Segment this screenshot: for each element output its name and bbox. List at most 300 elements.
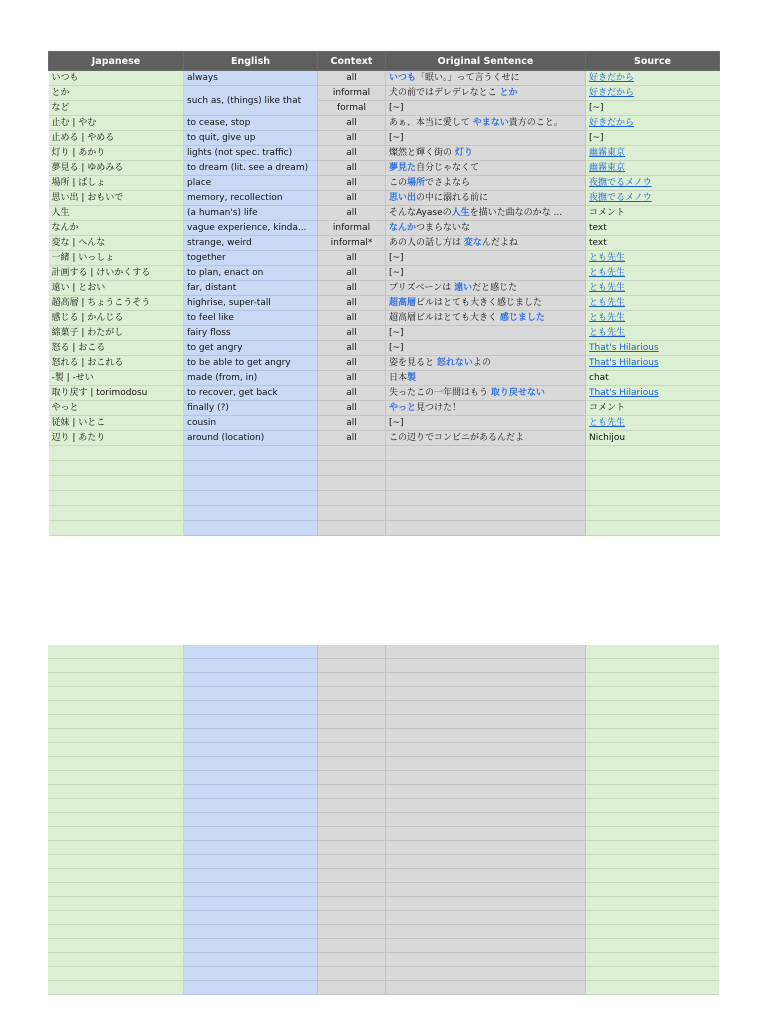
cell-japanese[interactable]: 取り戻す | torimodosu <box>49 386 184 401</box>
empty-cell[interactable] <box>585 785 719 799</box>
source-link[interactable]: 好きだから <box>586 86 720 101</box>
empty-cell[interactable] <box>184 506 318 521</box>
cell-context[interactable]: all <box>318 206 386 221</box>
header-source[interactable]: Source <box>586 52 720 71</box>
empty-cell[interactable] <box>585 813 719 827</box>
cell-english[interactable]: far, distant <box>184 281 318 296</box>
empty-cell[interactable] <box>183 785 317 799</box>
cell-english[interactable]: to recover, get back <box>184 386 318 401</box>
empty-cell[interactable] <box>385 883 585 897</box>
cell-context[interactable]: all <box>318 371 386 386</box>
empty-cell[interactable] <box>48 701 183 715</box>
empty-cell[interactable] <box>183 869 317 883</box>
empty-cell[interactable] <box>586 521 720 536</box>
empty-cell[interactable] <box>585 939 719 953</box>
empty-cell[interactable] <box>183 701 317 715</box>
cell-context[interactable]: informal <box>318 86 386 101</box>
empty-cell[interactable] <box>317 757 385 771</box>
empty-cell[interactable] <box>184 461 318 476</box>
cell-original-sentence[interactable] <box>386 221 586 236</box>
empty-cell[interactable] <box>48 967 183 981</box>
cell-context[interactable]: all <box>318 296 386 311</box>
source-link[interactable]: とも先生 <box>586 266 720 281</box>
cell-context[interactable]: all <box>318 356 386 371</box>
table-row <box>49 281 720 296</box>
empty-row <box>48 729 719 743</box>
cell-context[interactable]: informal* <box>318 236 386 251</box>
empty-cell[interactable] <box>49 476 184 491</box>
empty-cell[interactable] <box>385 869 585 883</box>
empty-cell[interactable] <box>49 506 184 521</box>
empty-cell[interactable] <box>585 855 719 869</box>
empty-cell[interactable] <box>385 729 585 743</box>
empty-cell[interactable] <box>586 491 720 506</box>
empty-cell[interactable] <box>317 701 385 715</box>
empty-cell[interactable] <box>317 673 385 687</box>
table-row <box>49 371 720 386</box>
empty-cell[interactable] <box>585 883 719 897</box>
cell-japanese[interactable]: 変な | へんな <box>49 236 184 251</box>
empty-cell[interactable] <box>385 673 585 687</box>
empty-cell[interactable] <box>586 476 720 491</box>
empty-cell[interactable] <box>317 687 385 701</box>
cell-english[interactable]: vague experience, kinda... <box>184 221 318 236</box>
empty-cell[interactable] <box>317 925 385 939</box>
cell-original-sentence[interactable] <box>386 71 586 86</box>
cell-context[interactable]: all <box>318 116 386 131</box>
cell-context[interactable]: all <box>318 326 386 341</box>
empty-cell[interactable] <box>586 446 720 461</box>
empty-cell[interactable] <box>184 521 318 536</box>
cell-source[interactable]: text <box>586 236 720 251</box>
cell-context[interactable]: all <box>318 416 386 431</box>
source-link[interactable]: 夜撫でるメノウ <box>586 191 720 206</box>
empty-cell[interactable] <box>385 743 585 757</box>
source-link[interactable]: とも先生 <box>586 296 720 311</box>
empty-cell[interactable] <box>183 743 317 757</box>
empty-cell[interactable] <box>385 757 585 771</box>
cell-original-sentence[interactable] <box>386 281 586 296</box>
cell-original-sentence[interactable] <box>386 326 586 341</box>
empty-cell[interactable] <box>48 981 183 995</box>
cell-original-sentence[interactable] <box>386 341 586 356</box>
empty-cell[interactable] <box>48 953 183 967</box>
header-english[interactable]: English <box>184 52 318 71</box>
empty-cell[interactable] <box>317 645 385 659</box>
empty-cell[interactable] <box>317 827 385 841</box>
source-link[interactable]: とも先生 <box>586 311 720 326</box>
empty-cell[interactable] <box>183 953 317 967</box>
empty-cell[interactable] <box>585 869 719 883</box>
cell-source[interactable]: コメント <box>586 401 720 416</box>
empty-cell[interactable] <box>48 939 183 953</box>
source-link[interactable]: That's Hilarious <box>586 386 720 401</box>
empty-cell[interactable] <box>385 701 585 715</box>
cell-english[interactable]: such as, (things) like that <box>184 86 318 116</box>
empty-cell[interactable] <box>385 897 585 911</box>
empty-cell[interactable] <box>48 897 183 911</box>
cell-english[interactable]: lights (not spec. traffic) <box>184 146 318 161</box>
sentence-text: つまらないな <box>416 223 471 233</box>
cell-japanese[interactable]: 従妹 | いとこ <box>49 416 184 431</box>
cell-english[interactable]: together <box>184 251 318 266</box>
cell-english[interactable]: to cease, stop <box>184 116 318 131</box>
empty-cell[interactable] <box>318 506 386 521</box>
empty-cell[interactable] <box>183 645 317 659</box>
cell-japanese[interactable]: 計画する | けいかくする <box>49 266 184 281</box>
empty-cell[interactable] <box>183 673 317 687</box>
highlighted-word: 思い出 <box>389 193 417 203</box>
cell-context[interactable]: all <box>318 401 386 416</box>
empty-cell[interactable] <box>385 771 585 785</box>
empty-cell[interactable] <box>317 939 385 953</box>
empty-cell[interactable] <box>317 981 385 995</box>
cell-source[interactable]: chat <box>586 371 720 386</box>
empty-cell[interactable] <box>318 461 386 476</box>
cell-original-sentence[interactable] <box>386 401 586 416</box>
empty-cell[interactable] <box>385 841 585 855</box>
cell-context[interactable]: all <box>318 386 386 401</box>
highlighted-word: 製 <box>407 373 417 383</box>
cell-japanese[interactable]: 止む | やむ <box>49 116 184 131</box>
cell-japanese[interactable]: やっと <box>49 401 184 416</box>
empty-cell[interactable] <box>385 645 585 659</box>
empty-cell[interactable] <box>317 869 385 883</box>
empty-cell[interactable] <box>183 967 317 981</box>
cell-english[interactable]: to dream (lit. see a dream) <box>184 161 318 176</box>
cell-original-sentence[interactable] <box>386 101 586 116</box>
cell-context[interactable]: informal <box>318 221 386 236</box>
empty-cell[interactable] <box>585 687 719 701</box>
empty-cell[interactable] <box>317 729 385 743</box>
cell-original-sentence[interactable] <box>386 266 586 281</box>
cell-english[interactable]: memory, recollection <box>184 191 318 206</box>
empty-cell[interactable] <box>317 967 385 981</box>
source-link[interactable]: 好きだから <box>586 116 720 131</box>
cell-english[interactable]: made (from, in) <box>184 371 318 386</box>
source-link[interactable]: 幽霧東京 <box>586 161 720 176</box>
cell-original-sentence[interactable] <box>386 356 586 371</box>
empty-cell[interactable] <box>317 953 385 967</box>
empty-cell[interactable] <box>48 911 183 925</box>
cell-japanese[interactable]: なんか <box>49 221 184 236</box>
empty-cell[interactable] <box>183 771 317 785</box>
empty-cell[interactable] <box>183 981 317 995</box>
cell-context[interactable]: formal <box>318 101 386 116</box>
cell-japanese[interactable]: 止める | やめる <box>49 131 184 146</box>
source-link[interactable]: とも先生 <box>586 281 720 296</box>
cell-japanese[interactable]: -製 | -せい <box>49 371 184 386</box>
cell-original-sentence[interactable] <box>386 296 586 311</box>
empty-cell[interactable] <box>386 491 586 506</box>
highlighted-word: 場所 <box>407 178 426 188</box>
cell-context[interactable]: all <box>318 191 386 206</box>
empty-cell[interactable] <box>385 925 585 939</box>
cell-context[interactable]: all <box>318 176 386 191</box>
empty-cell[interactable] <box>385 715 585 729</box>
cell-english[interactable]: always <box>184 71 318 86</box>
cell-japanese[interactable]: 人生 <box>49 206 184 221</box>
empty-cell[interactable] <box>585 673 719 687</box>
source-link[interactable]: That's Hilarious <box>586 356 720 371</box>
cell-japanese[interactable]: 綿菓子 | わたがし <box>49 326 184 341</box>
empty-cell[interactable] <box>183 659 317 673</box>
cell-original-sentence[interactable] <box>386 236 586 251</box>
empty-cell[interactable] <box>585 841 719 855</box>
empty-cell[interactable] <box>184 476 318 491</box>
empty-cell[interactable] <box>48 743 183 757</box>
empty-cell[interactable] <box>585 757 719 771</box>
table-row <box>49 356 720 371</box>
cell-english[interactable]: strange, weird <box>184 236 318 251</box>
cell-english[interactable]: highrise, super-tall <box>184 296 318 311</box>
empty-cell[interactable] <box>183 897 317 911</box>
empty-cell[interactable] <box>585 659 719 673</box>
empty-cell[interactable] <box>585 897 719 911</box>
cell-context[interactable]: all <box>318 251 386 266</box>
cell-english[interactable]: place <box>184 176 318 191</box>
empty-cell[interactable] <box>183 799 317 813</box>
header-original-sentence[interactable]: Original Sentence <box>386 52 586 71</box>
source-link[interactable]: That's Hilarious <box>586 341 720 356</box>
empty-cell[interactable] <box>48 659 183 673</box>
cell-original-sentence[interactable] <box>386 371 586 386</box>
cell-source[interactable]: コメント <box>586 206 720 221</box>
empty-cell[interactable] <box>385 785 585 799</box>
cell-source[interactable]: text <box>586 221 720 236</box>
cell-context[interactable]: all <box>318 161 386 176</box>
empty-cell[interactable] <box>317 883 385 897</box>
empty-cell[interactable] <box>317 743 385 757</box>
cell-english[interactable]: to quit, give up <box>184 131 318 146</box>
cell-context[interactable]: all <box>318 266 386 281</box>
cell-context[interactable]: all <box>318 131 386 146</box>
cell-original-sentence[interactable] <box>386 251 586 266</box>
cell-japanese[interactable]: 怒れる | おこれる <box>49 356 184 371</box>
cell-japanese[interactable]: 一緒 | いっしょ <box>49 251 184 266</box>
empty-cell[interactable] <box>183 855 317 869</box>
empty-cell[interactable] <box>48 673 183 687</box>
empty-row <box>49 506 720 521</box>
empty-cell[interactable] <box>386 461 586 476</box>
cell-original-sentence[interactable] <box>386 176 586 191</box>
empty-cell[interactable] <box>317 771 385 785</box>
empty-cell[interactable] <box>183 911 317 925</box>
cell-japanese[interactable]: 怒る | おこる <box>49 341 184 356</box>
empty-cell[interactable] <box>385 855 585 869</box>
empty-cell[interactable] <box>317 813 385 827</box>
source-link[interactable]: とも先生 <box>586 251 720 266</box>
empty-cell[interactable] <box>48 869 183 883</box>
empty-cell[interactable] <box>385 981 585 995</box>
cell-context[interactable]: all <box>318 311 386 326</box>
empty-cell[interactable] <box>385 813 585 827</box>
cell-original-sentence[interactable] <box>386 131 586 146</box>
empty-cell[interactable] <box>48 687 183 701</box>
cell-japanese[interactable]: 灯り | あかり <box>49 146 184 161</box>
cell-japanese[interactable]: 遠い | とおい <box>49 281 184 296</box>
cell-original-sentence[interactable] <box>386 146 586 161</box>
empty-cell[interactable] <box>585 967 719 981</box>
cell-context[interactable]: all <box>318 71 386 86</box>
empty-cell[interactable] <box>49 446 184 461</box>
empty-cell[interactable] <box>183 757 317 771</box>
cell-source[interactable]: [~] <box>586 131 720 146</box>
empty-cell[interactable] <box>48 799 183 813</box>
empty-cell[interactable] <box>49 521 184 536</box>
empty-cell[interactable] <box>585 981 719 995</box>
sentence-text: 「眠い。」って言うくせに <box>416 73 520 83</box>
empty-cell[interactable] <box>585 701 719 715</box>
cell-original-sentence[interactable] <box>386 86 586 101</box>
cell-english[interactable]: to feel like <box>184 311 318 326</box>
empty-cell[interactable] <box>585 799 719 813</box>
highlighted-word: やまない <box>472 118 509 128</box>
cell-japanese[interactable]: 思い出 | おもいで <box>49 191 184 206</box>
empty-cell[interactable] <box>317 897 385 911</box>
table-row <box>49 431 720 446</box>
source-link[interactable]: 好きだから <box>586 71 720 86</box>
empty-cell[interactable] <box>586 506 720 521</box>
empty-cell[interactable] <box>585 953 719 967</box>
empty-cell[interactable] <box>48 785 183 799</box>
cell-english[interactable]: (a human's) life <box>184 206 318 221</box>
cell-english[interactable]: to plan, enact on <box>184 266 318 281</box>
cell-japanese[interactable]: 辺り | あたり <box>49 431 184 446</box>
cell-original-sentence[interactable] <box>386 386 586 401</box>
empty-cell[interactable] <box>48 841 183 855</box>
empty-cell[interactable] <box>183 827 317 841</box>
cell-english[interactable]: finally (?) <box>184 401 318 416</box>
empty-cell[interactable] <box>585 911 719 925</box>
empty-cell[interactable] <box>183 715 317 729</box>
empty-cell[interactable] <box>317 659 385 673</box>
source-link[interactable]: とも先生 <box>586 326 720 341</box>
empty-cell[interactable] <box>385 659 585 673</box>
empty-cell[interactable] <box>385 799 585 813</box>
empty-cell[interactable] <box>317 799 385 813</box>
empty-cell[interactable] <box>318 476 386 491</box>
empty-cell[interactable] <box>183 687 317 701</box>
empty-cell[interactable] <box>48 925 183 939</box>
empty-cell[interactable] <box>585 715 719 729</box>
table-row <box>49 161 720 176</box>
cell-original-sentence[interactable] <box>386 116 586 131</box>
cell-japanese[interactable]: 感じる | かんじる <box>49 311 184 326</box>
cell-english[interactable]: to be able to get angry <box>184 356 318 371</box>
cell-japanese[interactable]: いつも <box>49 71 184 86</box>
empty-cell[interactable] <box>385 953 585 967</box>
empty-cell[interactable] <box>585 925 719 939</box>
empty-cell[interactable] <box>385 967 585 981</box>
empty-cell[interactable] <box>48 771 183 785</box>
empty-cell[interactable] <box>318 446 386 461</box>
empty-cell[interactable] <box>385 939 585 953</box>
cell-japanese[interactable]: 超高層 | ちょうこうそう <box>49 296 184 311</box>
header-context[interactable]: Context <box>318 52 386 71</box>
highlighted-word: 取り戻せない <box>490 388 545 398</box>
empty-cell[interactable] <box>318 491 386 506</box>
empty-cell[interactable] <box>183 729 317 743</box>
empty-cell[interactable] <box>48 729 183 743</box>
empty-cell[interactable] <box>386 446 586 461</box>
empty-cell[interactable] <box>48 855 183 869</box>
source-link[interactable]: とも先生 <box>586 416 720 431</box>
cell-japanese[interactable]: 場所 | ばしょ <box>49 176 184 191</box>
empty-cell[interactable] <box>585 827 719 841</box>
empty-cell[interactable] <box>585 771 719 785</box>
empty-cell[interactable] <box>386 521 586 536</box>
cell-source[interactable]: [~] <box>586 101 720 116</box>
empty-cell[interactable] <box>386 506 586 521</box>
cell-context[interactable]: all <box>318 341 386 356</box>
source-link[interactable]: 夜撫でるメノウ <box>586 176 720 191</box>
cell-source[interactable]: Nichijou <box>586 431 720 446</box>
empty-cell[interactable] <box>585 743 719 757</box>
empty-cell[interactable] <box>585 645 719 659</box>
empty-cell[interactable] <box>48 883 183 897</box>
header-japanese[interactable]: Japanese <box>49 52 184 71</box>
empty-cell[interactable] <box>385 827 585 841</box>
empty-cell[interactable] <box>585 729 719 743</box>
empty-cell[interactable] <box>183 939 317 953</box>
empty-cell[interactable] <box>48 813 183 827</box>
empty-cell[interactable] <box>385 911 585 925</box>
cell-original-sentence[interactable] <box>386 311 586 326</box>
cell-english[interactable]: to get angry <box>184 341 318 356</box>
empty-cell[interactable] <box>49 491 184 506</box>
empty-cell[interactable] <box>183 883 317 897</box>
cell-original-sentence[interactable] <box>386 206 586 221</box>
cell-original-sentence[interactable] <box>386 431 586 446</box>
empty-cell[interactable] <box>48 645 183 659</box>
empty-cell[interactable] <box>48 827 183 841</box>
cell-context[interactable]: all <box>318 281 386 296</box>
cell-english[interactable]: cousin <box>184 416 318 431</box>
empty-cell[interactable] <box>48 757 183 771</box>
empty-cell[interactable] <box>386 476 586 491</box>
cell-japanese[interactable]: など <box>49 101 184 116</box>
empty-cell[interactable] <box>317 785 385 799</box>
empty-cell[interactable] <box>317 855 385 869</box>
empty-cell[interactable] <box>49 461 184 476</box>
empty-cell[interactable] <box>183 813 317 827</box>
source-link[interactable]: 幽霧東京 <box>586 146 720 161</box>
cell-original-sentence[interactable] <box>386 191 586 206</box>
empty-cell[interactable] <box>184 446 318 461</box>
empty-cell[interactable] <box>318 521 386 536</box>
empty-cell[interactable] <box>385 687 585 701</box>
cell-japanese[interactable]: 夢見る | ゆめみる <box>49 161 184 176</box>
cell-original-sentence[interactable] <box>386 161 586 176</box>
empty-cell[interactable] <box>183 841 317 855</box>
empty-cell[interactable] <box>317 715 385 729</box>
empty-cell[interactable] <box>317 841 385 855</box>
cell-english[interactable]: fairy floss <box>184 326 318 341</box>
empty-cell[interactable] <box>48 715 183 729</box>
empty-cell[interactable] <box>317 911 385 925</box>
cell-context[interactable]: all <box>318 146 386 161</box>
cell-context[interactable]: all <box>318 431 386 446</box>
highlighted-word: なんか <box>389 223 417 233</box>
cell-english[interactable]: around (location) <box>184 431 318 446</box>
cell-japanese[interactable]: とか <box>49 86 184 101</box>
empty-cell[interactable] <box>586 461 720 476</box>
blank-body <box>48 645 719 995</box>
cell-original-sentence[interactable] <box>386 416 586 431</box>
empty-cell[interactable] <box>183 925 317 939</box>
empty-cell[interactable] <box>184 491 318 506</box>
